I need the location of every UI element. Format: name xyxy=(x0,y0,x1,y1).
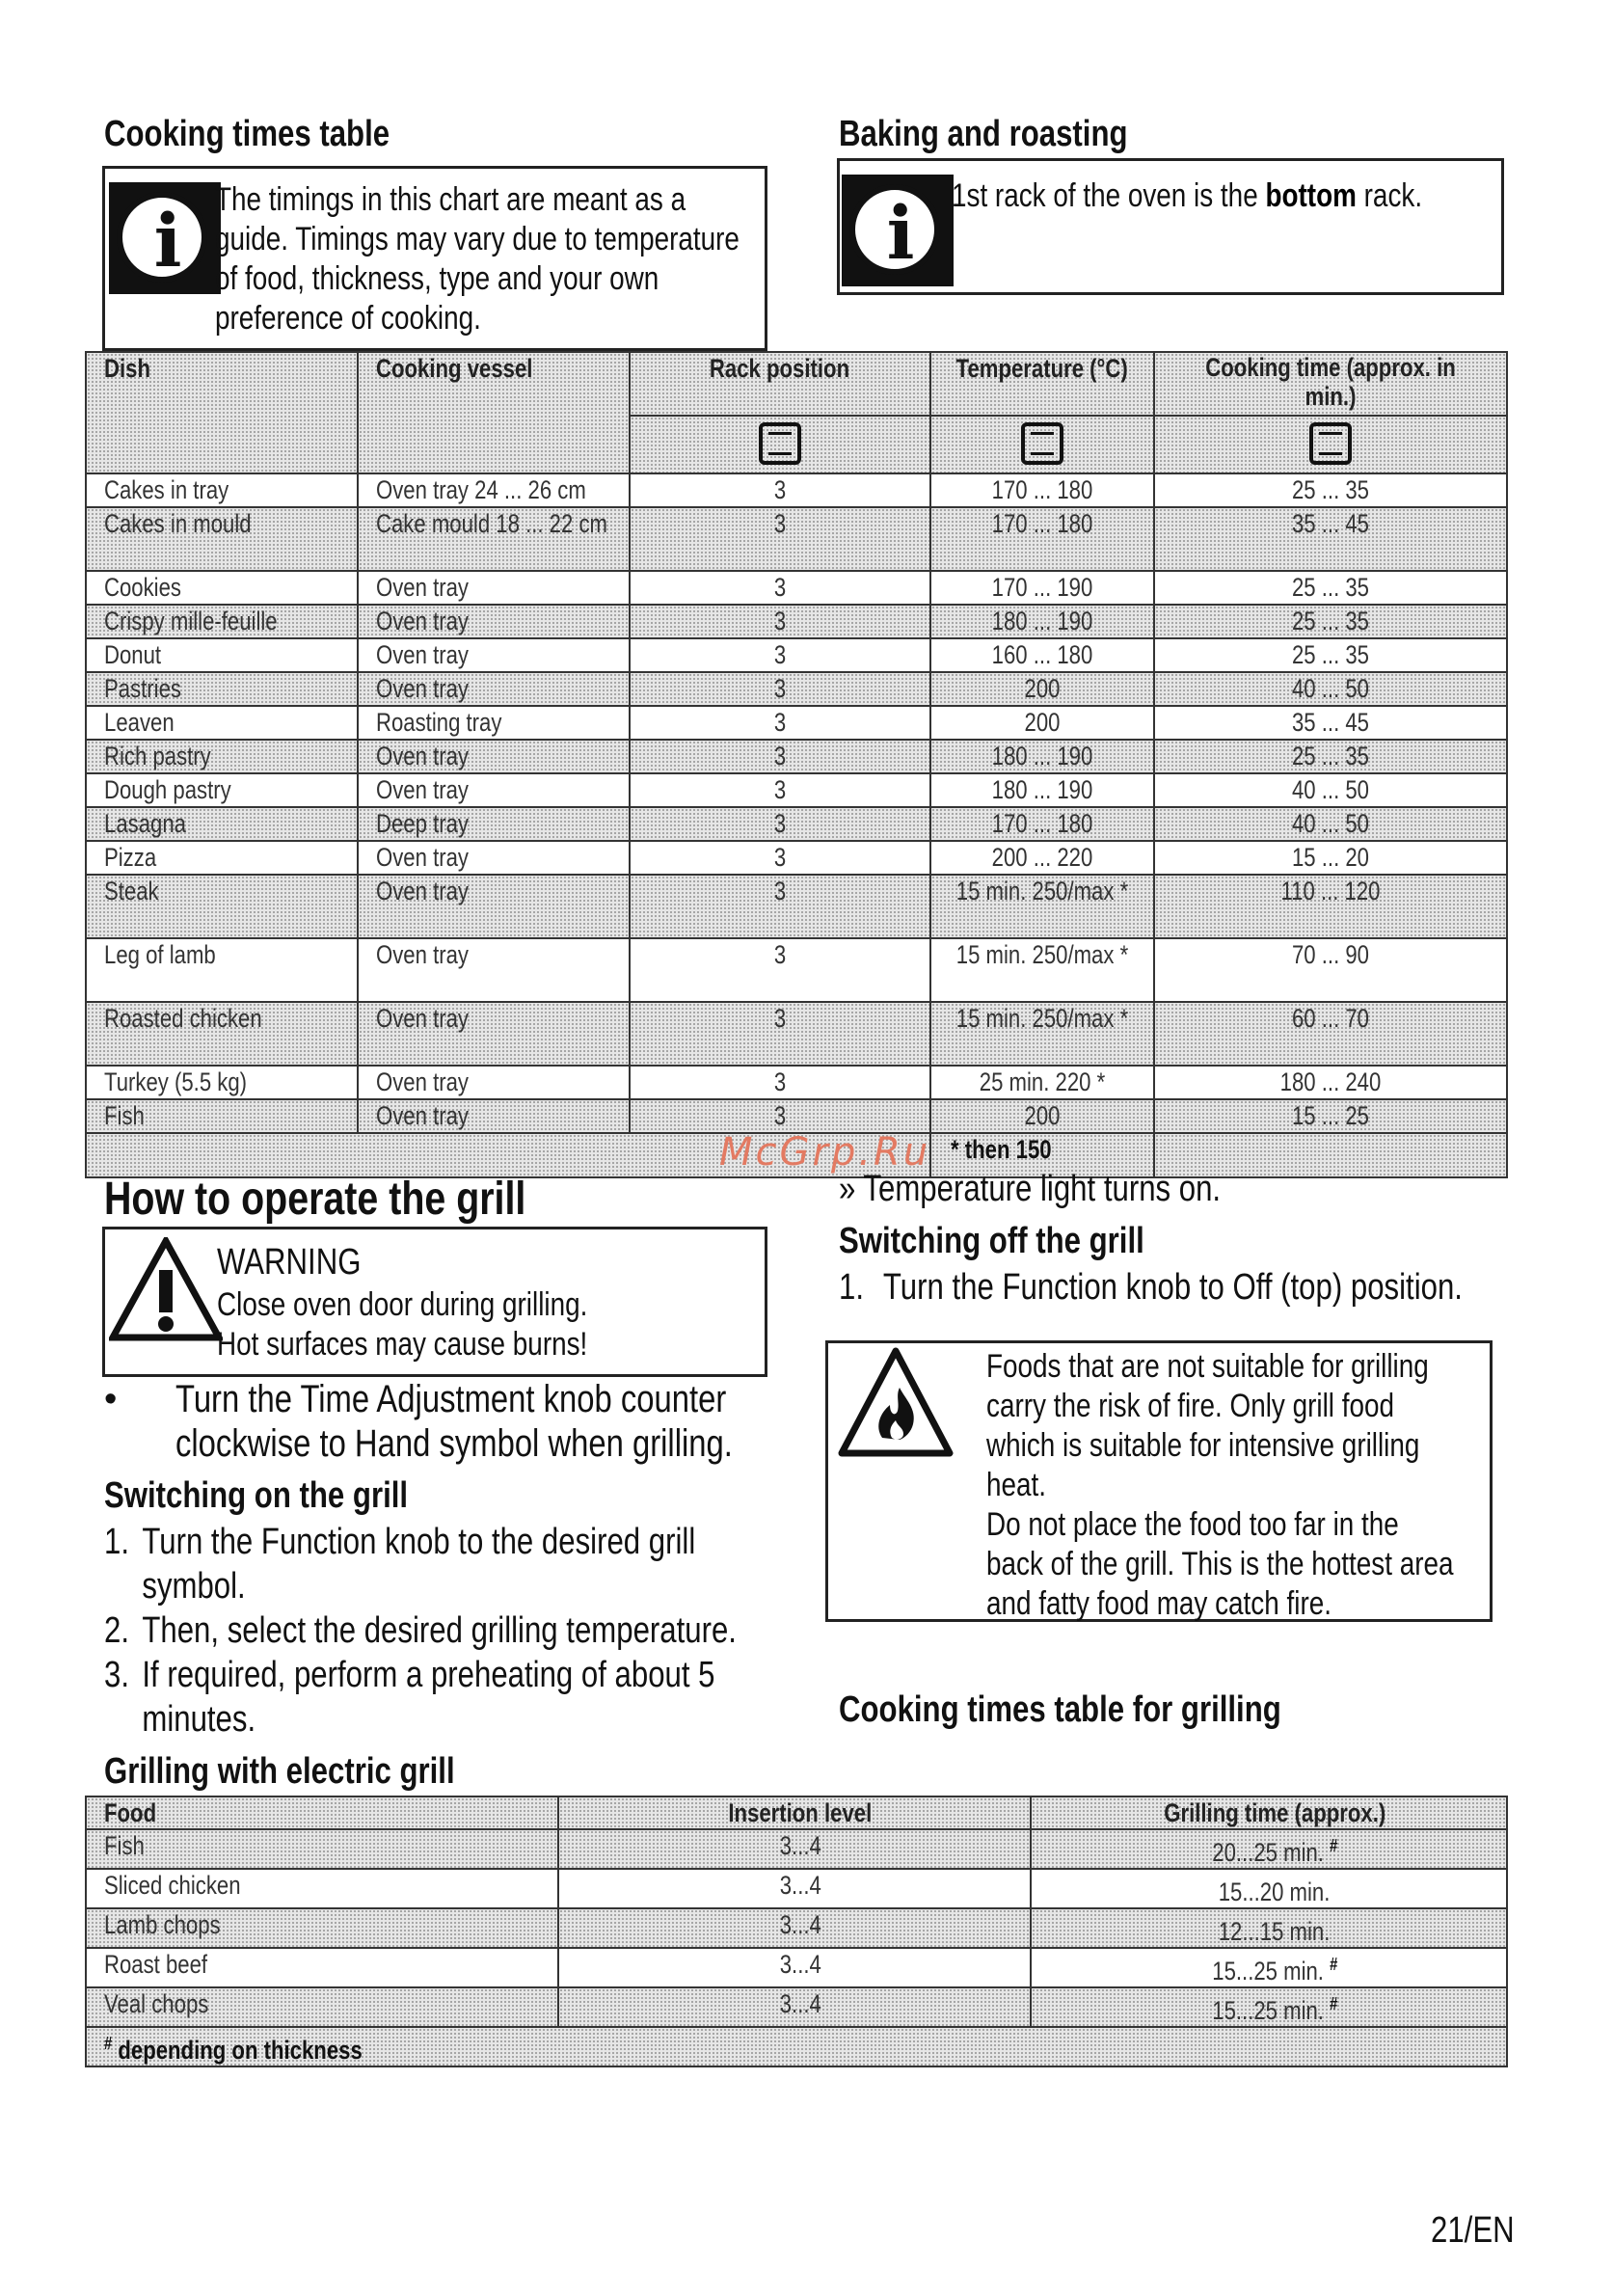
warning-text: Close oven door during grilling. Hot surfaces may cause burns! xyxy=(217,1286,588,1363)
fire-warning-box xyxy=(825,1340,1493,1622)
table-row xyxy=(86,638,1507,672)
cell-temperature: 200 xyxy=(930,672,1154,706)
cell-temperature: 200 xyxy=(930,706,1154,740)
header-grilling-time: Grilling time (approx.) xyxy=(1031,1796,1507,1829)
cell-rack: 3 xyxy=(630,672,930,706)
cell-rack: 3 xyxy=(630,773,930,807)
cell-cooking-time: 25 ... 35 xyxy=(1154,605,1507,638)
cell-temperature: 15 min. 250/max * xyxy=(930,938,1154,1002)
cell-temperature: 180 ... 190 xyxy=(930,773,1154,807)
cell-cooking-time: 40 ... 50 xyxy=(1154,773,1507,807)
table-row xyxy=(86,672,1507,706)
cell-rack: 3 xyxy=(630,706,930,740)
cell-rack: 3 xyxy=(630,571,930,605)
warning-box xyxy=(102,1227,767,1377)
cell-dish: Roasted chicken xyxy=(86,1002,358,1066)
switch-off-heading: Switching off the grill xyxy=(839,1221,1144,1261)
table-row xyxy=(86,473,1507,507)
table-row xyxy=(86,1066,1507,1099)
baking-roasting-heading: Baking and roasting xyxy=(839,114,1128,154)
cell-vessel: Cake mould 18 ... 22 cm xyxy=(358,507,630,571)
header-cooking-time: Cooking time (approx. in min.) xyxy=(1154,352,1507,416)
info-icon: i xyxy=(842,175,954,286)
cell-dish: Cakes in mould xyxy=(86,507,358,571)
table-row xyxy=(86,605,1507,638)
oven-mode-icon xyxy=(759,422,801,465)
temperature-light-text: » Temperature light turns on. xyxy=(839,1169,1222,1209)
cell-insertion-level: 3...4 xyxy=(558,1948,1031,1987)
time-oven-icon-cell xyxy=(1154,416,1507,473)
cell-dish: Cookies xyxy=(86,571,358,605)
table-row xyxy=(86,1948,1507,1987)
header-insertion-level: Insertion level xyxy=(558,1796,1031,1829)
cell-grilling-time: 15...25 min. # xyxy=(1031,1948,1507,1987)
info-box-text: The timings in this chart are meant as a guide. Timings may vary due to temperature of food, thickness, type and your own preference of cooking. xyxy=(215,181,740,337)
cell-dish: Fish xyxy=(86,1099,358,1133)
cell-temperature: 15 min. 250/max * xyxy=(930,1002,1154,1066)
grill-footnote: # depending on thickness xyxy=(86,2027,1507,2066)
cell-dish: Steak xyxy=(86,875,358,938)
table-row xyxy=(86,1829,1507,1869)
oven-mode-icon xyxy=(1309,422,1352,465)
cell-rack: 3 xyxy=(630,1066,930,1099)
cell-cooking-time: 15 ... 20 xyxy=(1154,841,1507,875)
cell-grilling-time: 15...20 min. xyxy=(1031,1869,1507,1908)
step-1: 1. Turn the Function knob to the desired grill symbol. xyxy=(104,1522,696,1607)
table-row xyxy=(86,1908,1507,1948)
cell-food: Sliced chicken xyxy=(86,1869,558,1908)
grill-electric-heading: Grilling with electric grill xyxy=(104,1751,455,1792)
cell-cooking-time: 25 ... 35 xyxy=(1154,638,1507,672)
cell-dish: Turkey (5.5 kg) xyxy=(86,1066,358,1099)
cell-rack: 3 xyxy=(630,473,930,507)
header-vessel: Cooking vessel xyxy=(358,352,630,473)
cell-vessel: Deep tray xyxy=(358,807,630,841)
cell-dish: Lasagna xyxy=(86,807,358,841)
fire-warning-text: Foods that are not suitable for grilling carry the risk of fire. Only grill food which is suitable for intensive grilling heat. Do not place the food too far in the back of the grill. This is the hottest area and fatty food may catch fire. xyxy=(986,1348,1454,1622)
cell-dish: Leaven xyxy=(86,706,358,740)
cell-temperature: 25 min. 220 * xyxy=(930,1066,1154,1099)
cooking-times-table xyxy=(85,351,1508,1178)
header-temperature: Temperature (°C) xyxy=(930,352,1154,416)
cell-temperature: 160 ... 180 xyxy=(930,638,1154,672)
cell-vessel: Oven tray 24 ... 26 cm xyxy=(358,473,630,507)
table-row xyxy=(86,938,1507,1002)
cell-dish: Rich pastry xyxy=(86,740,358,773)
cell-cooking-time: 60 ... 70 xyxy=(1154,1002,1507,1066)
cell-dish: Dough pastry xyxy=(86,773,358,807)
watermark: McGrp.Ru xyxy=(719,1130,931,1175)
cell-temperature: 170 ... 190 xyxy=(930,571,1154,605)
table-row xyxy=(86,807,1507,841)
cell-cooking-time: 70 ... 90 xyxy=(1154,938,1507,1002)
table-footnote: * then 150 xyxy=(930,1133,1154,1177)
step-3: 3. If required, perform a preheating of about 5 minutes. xyxy=(104,1655,715,1740)
cell-insertion-level: 3...4 xyxy=(558,1869,1031,1908)
cell-food: Veal chops xyxy=(86,1987,558,2027)
header-food: Food xyxy=(86,1796,558,1829)
table-row xyxy=(86,740,1507,773)
header-rack: Rack position xyxy=(630,352,930,416)
table-row xyxy=(86,1002,1507,1066)
cell-vessel: Oven tray xyxy=(358,740,630,773)
table-row xyxy=(86,1987,1507,2027)
cell-rack: 3 xyxy=(630,1099,930,1133)
cell-cooking-time: 180 ... 240 xyxy=(1154,1066,1507,1099)
cell-temperature: 170 ... 180 xyxy=(930,473,1154,507)
cell-vessel: Oven tray xyxy=(358,672,630,706)
cell-vessel: Oven tray xyxy=(358,1002,630,1066)
cell-vessel: Oven tray xyxy=(358,1099,630,1133)
bullet-dot: • xyxy=(104,1379,118,1419)
cell-vessel: Oven tray xyxy=(358,1066,630,1099)
switch-on-heading: Switching on the grill xyxy=(104,1475,409,1516)
cell-cooking-time: 35 ... 45 xyxy=(1154,507,1507,571)
cell-rack: 3 xyxy=(630,841,930,875)
info-box-timings xyxy=(102,166,767,351)
cell-rack: 3 xyxy=(630,807,930,841)
cell-cooking-time: 40 ... 50 xyxy=(1154,807,1507,841)
cell-temperature: 200 ... 220 xyxy=(930,841,1154,875)
info-icon: i xyxy=(109,182,221,294)
cell-rack: 3 xyxy=(630,740,930,773)
cooking-times-heading: Cooking times table xyxy=(104,114,390,154)
cell-food: Lamb chops xyxy=(86,1908,558,1948)
cell-insertion-level: 3...4 xyxy=(558,1987,1031,2027)
grilling-times-table xyxy=(85,1796,1508,2067)
cell-rack: 3 xyxy=(630,938,930,1002)
cell-temperature: 170 ... 180 xyxy=(930,507,1154,571)
cell-temperature: 170 ... 180 xyxy=(930,807,1154,841)
cell-cooking-time: 25 ... 35 xyxy=(1154,571,1507,605)
table-row xyxy=(86,706,1507,740)
oven-mode-icon xyxy=(1021,422,1063,465)
grill-heading: How to operate the grill xyxy=(104,1174,526,1225)
cell-food: Fish xyxy=(86,1829,558,1869)
grill-table-heading: Cooking times table for grilling xyxy=(839,1689,1281,1730)
page-number: 21/EN xyxy=(1431,2210,1515,2251)
table-row xyxy=(86,1869,1507,1908)
cell-rack: 3 xyxy=(630,638,930,672)
cell-temperature: 180 ... 190 xyxy=(930,740,1154,773)
cell-dish: Pizza xyxy=(86,841,358,875)
cell-grilling-time: 12...15 min. xyxy=(1031,1908,1507,1948)
cell-cooking-time: 25 ... 35 xyxy=(1154,740,1507,773)
table-row xyxy=(86,571,1507,605)
cell-cooking-time: 110 ... 120 xyxy=(1154,875,1507,938)
fire-hazard-icon xyxy=(836,1345,955,1461)
warning-title: WARNING xyxy=(217,1242,362,1283)
cell-grilling-time: 20...25 min. # xyxy=(1031,1829,1507,1869)
table-row xyxy=(86,1099,1507,1133)
cell-food: Roast beef xyxy=(86,1948,558,1987)
switch-off-step: 1. Turn the Function knob to Off (top) position. xyxy=(839,1267,1463,1308)
info-box-rack xyxy=(837,158,1504,295)
cell-vessel: Oven tray xyxy=(358,875,630,938)
cell-temperature: 180 ... 190 xyxy=(930,605,1154,638)
cell-insertion-level: 3...4 xyxy=(558,1908,1031,1948)
table-row xyxy=(86,773,1507,807)
cell-dish: Crispy mille-feuille xyxy=(86,605,358,638)
warning-icon xyxy=(109,1237,223,1343)
cell-rack: 3 xyxy=(630,507,930,571)
table-row xyxy=(86,507,1507,571)
step-2: 2. Then, select the desired grilling temperature. xyxy=(104,1610,737,1651)
switch-on-steps xyxy=(104,1520,737,1742)
cell-cooking-time: 40 ... 50 xyxy=(1154,672,1507,706)
cell-rack: 3 xyxy=(630,875,930,938)
cell-temperature: 200 xyxy=(930,1099,1154,1133)
cell-vessel: Oven tray xyxy=(358,605,630,638)
cell-vessel: Oven tray xyxy=(358,841,630,875)
cell-grilling-time: 15...25 min. # xyxy=(1031,1987,1507,2027)
cell-dish: Cakes in tray xyxy=(86,473,358,507)
cell-vessel: Oven tray xyxy=(358,638,630,672)
cell-temperature: 15 min. 250/max * xyxy=(930,875,1154,938)
table-row xyxy=(86,841,1507,875)
cell-cooking-time: 15 ... 25 xyxy=(1154,1099,1507,1133)
cell-vessel: Oven tray xyxy=(358,773,630,807)
info-box-rack-text: 1st rack of the oven is the bottom rack. xyxy=(952,177,1423,214)
cell-rack: 3 xyxy=(630,605,930,638)
cell-vessel: Oven tray xyxy=(358,571,630,605)
cell-cooking-time: 35 ... 45 xyxy=(1154,706,1507,740)
temp-oven-icon-cell xyxy=(930,416,1154,473)
cell-rack: 3 xyxy=(630,1002,930,1066)
table-row xyxy=(86,875,1507,938)
cell-dish: Pastries xyxy=(86,672,358,706)
cell-dish: Donut xyxy=(86,638,358,672)
cell-dish: Leg of lamb xyxy=(86,938,358,1002)
cell-vessel: Oven tray xyxy=(358,938,630,1002)
cell-vessel: Roasting tray xyxy=(358,706,630,740)
rack-oven-icon-cell xyxy=(630,416,930,473)
cell-insertion-level: 3...4 xyxy=(558,1829,1031,1869)
cell-cooking-time: 25 ... 35 xyxy=(1154,473,1507,507)
header-dish: Dish xyxy=(86,352,358,473)
